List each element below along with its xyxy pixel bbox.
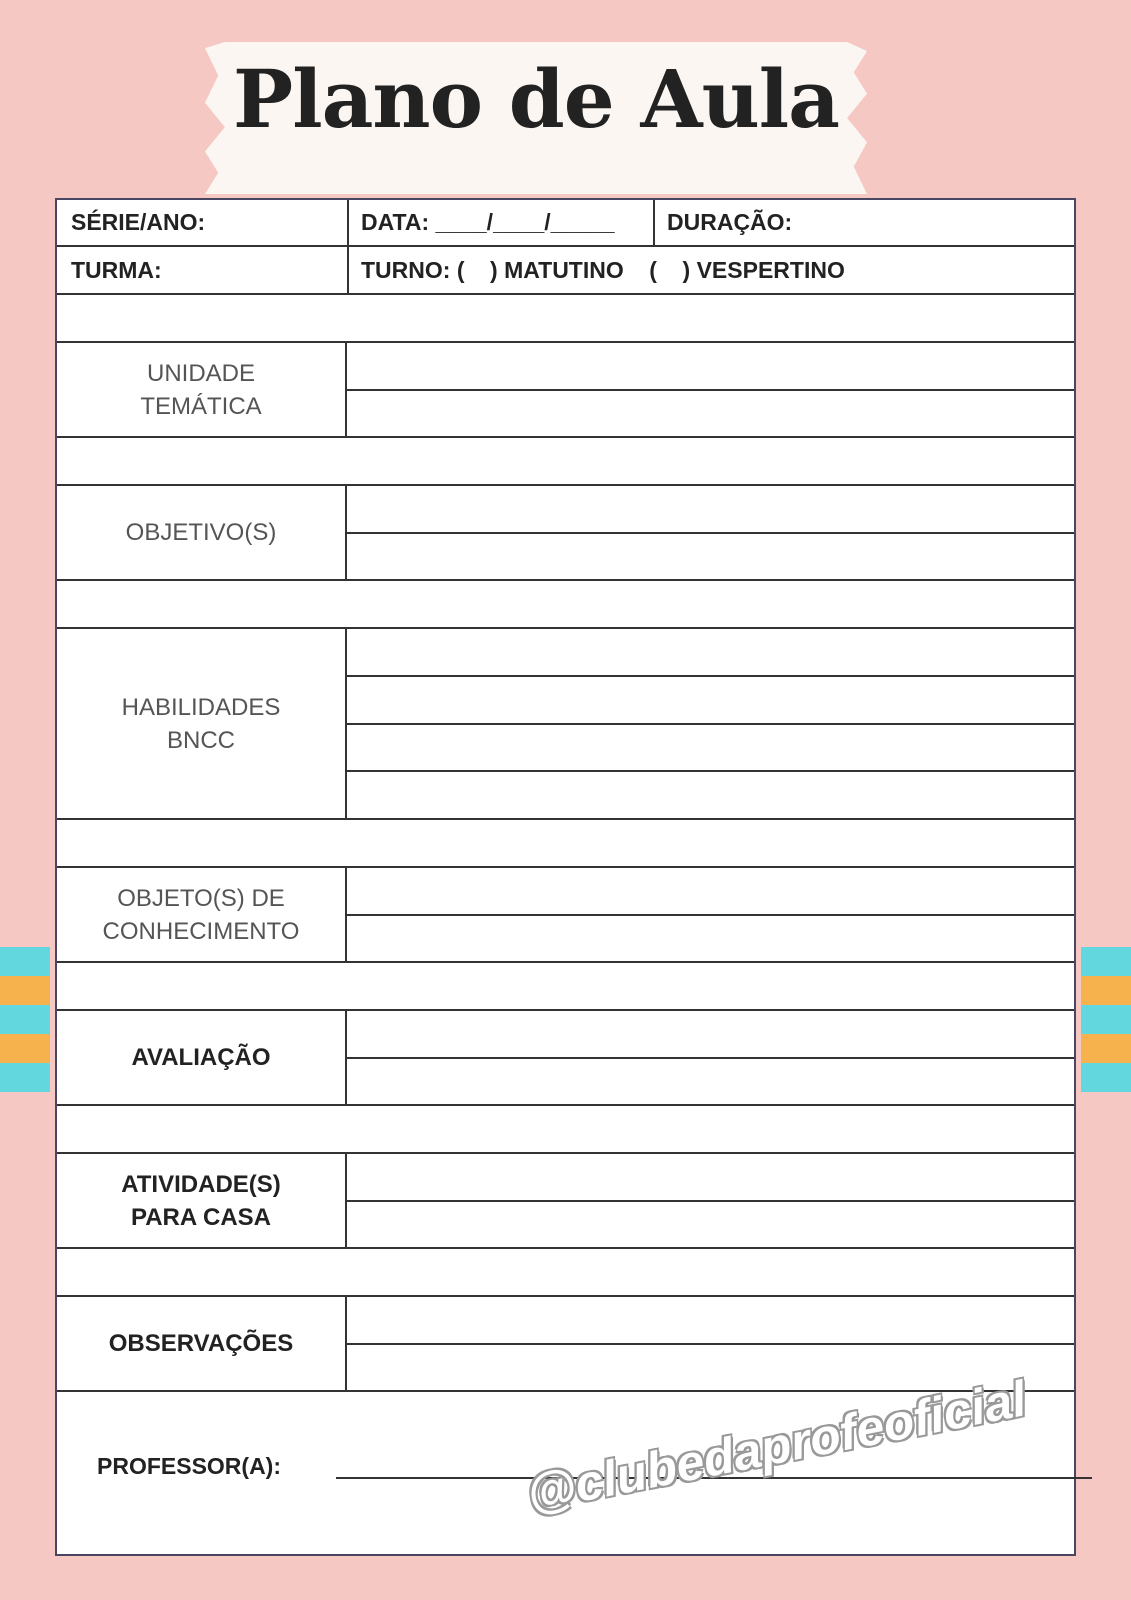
turno-label: TURNO: ( ) MATUTINO ( ) VESPERTINO: [361, 256, 845, 283]
spacer-row: [57, 963, 1074, 1011]
watermark: @clubedaprofeoficial: [522, 1370, 1031, 1523]
decor-stripes-right: [1081, 947, 1131, 1092]
turma-field[interactable]: [57, 247, 347, 293]
spacer-row: [57, 295, 1074, 343]
habilidades-line-1[interactable]: [347, 629, 1074, 677]
unidade-tematica-line-1[interactable]: [347, 343, 1074, 391]
atividades-line-2[interactable]: [347, 1202, 1074, 1249]
habilidades-line-2[interactable]: [347, 677, 1074, 725]
header-row-2: [57, 247, 1074, 295]
professor-label: PROFESSOR(A):: [97, 1453, 281, 1479]
serie-ano-field[interactable]: [57, 200, 347, 245]
avaliacao-line-2[interactable]: [347, 1059, 1074, 1106]
duracao-label: DURAÇÃO:: [667, 209, 793, 235]
spacer-row: [57, 438, 1074, 486]
data-field[interactable]: [347, 200, 653, 245]
atividades-casa-label: ATIVIDADE(S) PARA CASA: [57, 1154, 347, 1249]
spacer-row: [57, 1106, 1074, 1154]
objetivos-label: OBJETIVO(S): [57, 486, 347, 581]
habilidades-bncc-label: HABILIDADES BNCC: [57, 629, 347, 820]
observacoes-label: OBSERVAÇÕES: [57, 1297, 347, 1392]
atividades-line-1[interactable]: [347, 1154, 1074, 1202]
objetivos-line-2[interactable]: [347, 534, 1074, 581]
turno-field[interactable]: [347, 247, 1074, 293]
header-row-1: [57, 200, 1074, 247]
avaliacao-line-1[interactable]: [347, 1011, 1074, 1059]
duracao-field[interactable]: [653, 200, 1074, 245]
spacer-row: [57, 820, 1074, 868]
avaliacao-label: AVALIAÇÃO: [57, 1011, 347, 1106]
spacer-row: [57, 1249, 1074, 1297]
objetos-line-1[interactable]: [347, 868, 1074, 916]
spacer-row: [57, 581, 1074, 629]
unidade-tematica-line-2[interactable]: [347, 391, 1074, 438]
habilidades-line-3[interactable]: [347, 725, 1074, 772]
unidade-tematica-label: UNIDADE TEMÁTICA: [57, 343, 347, 438]
serie-ano-label: SÉRIE/ANO:: [71, 209, 206, 235]
turma-label: TURMA:: [71, 256, 162, 283]
habilidades-line-4[interactable]: [347, 772, 1074, 820]
objetivos-line-1[interactable]: [347, 486, 1074, 534]
lesson-plan-form: [55, 198, 1076, 1556]
page-title: Plano de Aula: [233, 52, 839, 146]
objetos-conhecimento-label: OBJETO(S) DE CONHECIMENTO: [57, 868, 347, 963]
decor-stripes-left: [0, 947, 50, 1092]
data-label: DATA: ____/____/_____: [361, 209, 615, 235]
objetos-line-2[interactable]: [347, 916, 1074, 963]
observacoes-line-1[interactable]: [347, 1297, 1074, 1345]
